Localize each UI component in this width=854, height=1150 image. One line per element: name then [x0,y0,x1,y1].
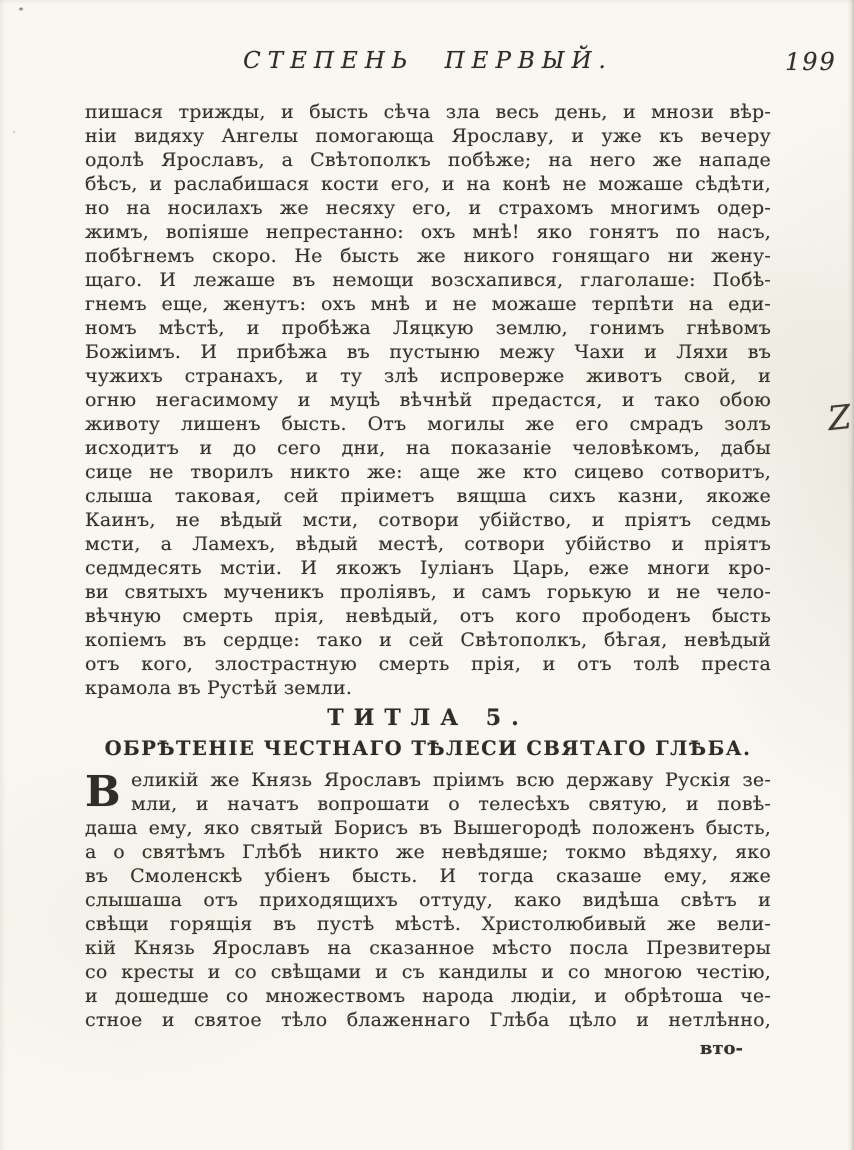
section-title: ТИТЛА 5. [327,705,529,731]
running-title: СТЕПЕНЬ ПЕРВЫЙ. [243,48,613,74]
page-number: 199 [785,48,837,76]
paragraph-2 [85,768,771,1032]
drop-cap: В [85,767,121,816]
paragraph-1: пишася трижды, и бысть сѣча зла весь день, и мнози вѣр- ніи видяху Ангелы помогающа Ярославу, и уже къ вечеру одолѣ Ярославъ, а Свѣтополкъ побѣже; на него же нападе бѣсъ, и раслабишася кости его, и на конѣ не можаше сѣдѣти, но на носилахъ же несяху его, и страхомъ многимъ одер- жимъ, вопіяше непрестанно: охъ мнѣ! яко гонятъ по насъ, побѣгнемъ скоро. Не бысть же никого гонящаго ни жену- щаго. И лежаше въ немощи возсхапився, глаголаше: Побѣ- гнемъ еще, женутъ: охъ мнѣ и не можаше терпѣти на еди- номъ мѣстѣ, и пробѣжа Ляцкую землю, гонимъ гнѣвомъ Божіимъ. И прибѣжа въ пустыню межу Чахи и Ляхи въ чужихъ странахъ, и ту злѣ испроверже животъ свой, и огню негасимому и муцѣ вѣчнѣй предастся, и тако обою животу лишенъ бысть. Отъ могилы же его смрадъ золъ исходитъ и до сего дни, на показаніе человѣкомъ, дабы сице не творилъ никто же: аще же кто сицево сотворитъ, слыша таковая, сей пріиметъ вящша сихъ казни, якоже Каинъ, не вѣдый мсти, сотвори убійство, и пріятъ седмь мсти, а Ламехъ, вѣдый местѣ, сотвори убійство и пріятъ седмдесять мстіи. И якожъ Іуліанъ Царь, еже многи кро- ви святыхъ мученикъ проліявъ, и самъ горькую и не чело- вѣчную смерть прія, невѣдый, отъ кого прободенъ бысть копіемъ въ сердце: тако и сей Свѣтополкъ, бѣгая, невѣдый отъ кого, злострастную смерть прія, и отъ толѣ преста крамола въ Рустѣй земли. [85,101,771,699]
handwritten-margin-mark: Z [826,396,853,439]
paragraph-2-lines: еликій же Князь Ярославъ пріимъ всю державу Рускія зе- мли, и начатъ вопрошати о телесѣхъ святую, и повѣ- даша ему, яко святый Борисъ въ Вышегородѣ положенъ бысть, а о святѣмъ Глѣбѣ никто же невѣдяше; токмо вѣдяху, яко въ Смоленскѣ убіенъ бысть. И тогда сказаше ему, яже слышаша отъ приходящихъ оттуду, како видѣша свѣтъ и свѣщи горящія въ пустѣ мѣстѣ. Христолюбивый же вели- кій Князь Ярославъ на сказанное мѣсто посла Презвитеры со кресты и со свѣщами и съ кандилы и со многою честію, и дошедше со множествомъ народа людіи, и обрѣтоша че- стное и святое тѣло блаженнаго Глѣба цѣло и нетлѣнно, [85,769,771,1031]
catchword: вто- [699,1038,743,1059]
running-header [85,48,837,76]
text-block [85,100,771,1059]
section-subtitle: ОБРѢТЕНІЕ ЧЕСТНАГО ТѢЛЕСИ СВЯТАГО ГЛѢБА. [104,737,752,760]
